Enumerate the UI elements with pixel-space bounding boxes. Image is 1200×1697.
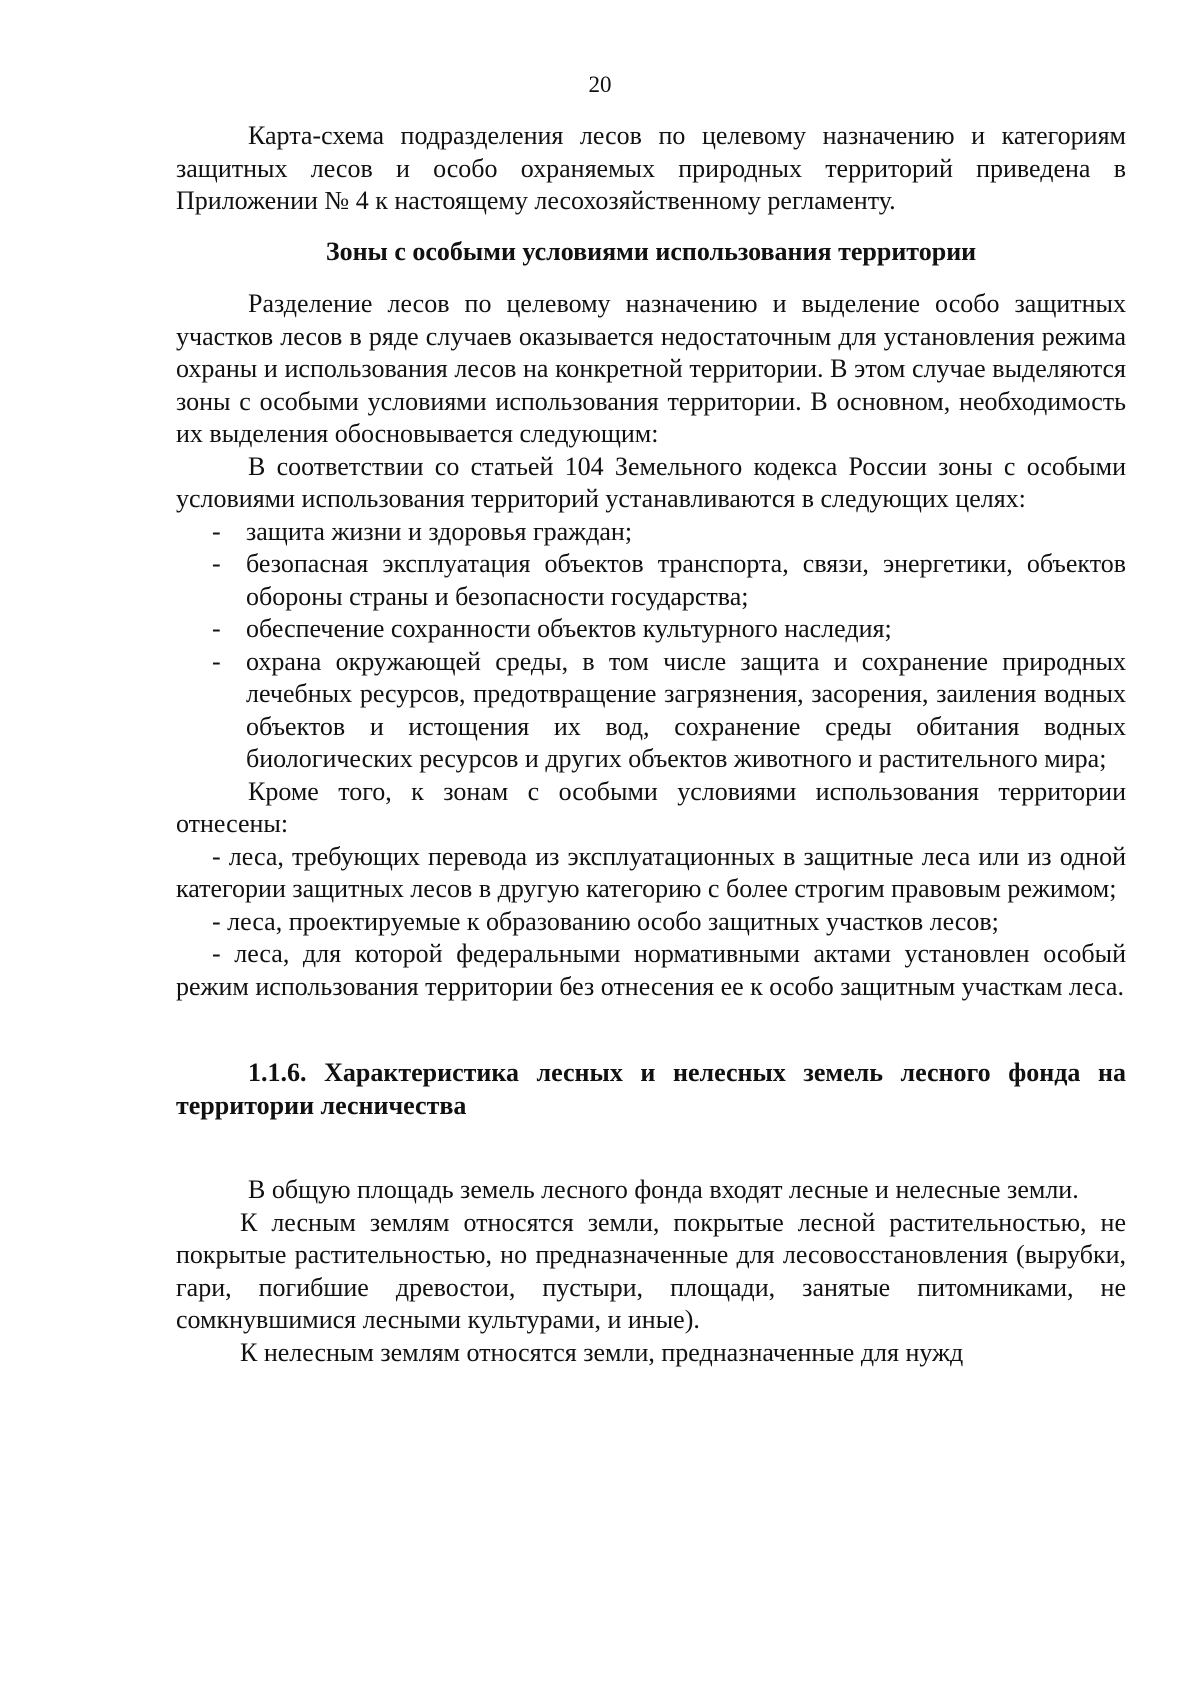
paragraph-total-area: В общую площадь земель лесного фонда входят лесные и нелесные земли. [248,1175,1079,1204]
page-number: 20 [588,72,612,97]
list-dash: - [212,549,221,578]
list-item: - обеспечение сохранности объектов культурного наследия; [176,613,1126,646]
list-item: - безопасная эксплуатация объектов транспорта, связи, энергетики, объектов обороны страны и безопасности государства; [212,549,1126,611]
section-heading: 1.1.6. Характеристика лесных и нелесных земель лесного фонда на территории лесничества [176,1058,1126,1120]
paragraph-forest-lands: К лесным землям относятся земли, покрытые лесной растительностью, не покрытые растительностью, но предназначенные для лесовосстановления (вырубки, гари, погибшие древостои, пустыри, площади, занятые питомниками, не сомкнувшимися лесными культурами, и иные). [176,1207,1126,1334]
paragraph-map-reference: Карта-схема подразделения лесов по целевому назначению и категориям защитных лесов и особо охраняемых природных территорий приведена в Приложении № 4 к настоящему лесохозяйственному регламенту. [176,121,1126,215]
paragraph-nonforest-lands: К нелесным землям относятся земли, предназначенные для нужд [240,1337,964,1367]
list-item: - охрана окружающей среды, в том числе защита и сохранение природных лечебных ресурсов, предотвращение загрязнения, засорения, заиления водных объектов и истощения их вод, сохранение среды обитания водных биологических ресурсов и других объектов животного и растительного мира; [212,646,1126,773]
heading-zones: Зоны с особыми условиями использования территории [325,236,977,266]
zone-item: - леса, требующих перевода из эксплуатационных в защитные леса или из одной категории защитных лесов в другую категорию с более строгим правовым режимом; [176,841,1126,903]
zone-item: - леса, проектируемые к образованию особо защитных участков лесов; [212,906,999,936]
zone-item: - леса, для которой федеральными нормативными актами установлен особый режим использования территории без отнесения ее к особо защитным участкам леса. [176,939,1126,1001]
paragraph-besides: Кроме того, к зонам с особыми условиями использования территории отнесены: [176,776,1126,838]
paragraph-article-104: В соответствии со статьей 104 Земельного кодекса России зоны с особыми условиями использования территорий устанавливаются в следующих целях: [176,451,1126,513]
list-item: - защита жизни и здоровья граждан; [176,516,1126,549]
list-dash: - [212,516,221,546]
page-body [176,120,1126,1369]
list-dash: - [212,614,221,643]
list-dash: - [212,646,221,676]
spacer [176,1122,1126,1174]
paragraph-division: Разделение лесов по целевому назначению и выделение особо защитных участков лесов в ряде случаев оказывается недостаточным для установления режима охраны и использования лесов на конкретной территории. В этом случае выделяются зоны с особыми условиями использования территории. В основном, необходимость их выделения обосновывается следующим: [176,289,1126,448]
goals-list [176,516,1126,776]
